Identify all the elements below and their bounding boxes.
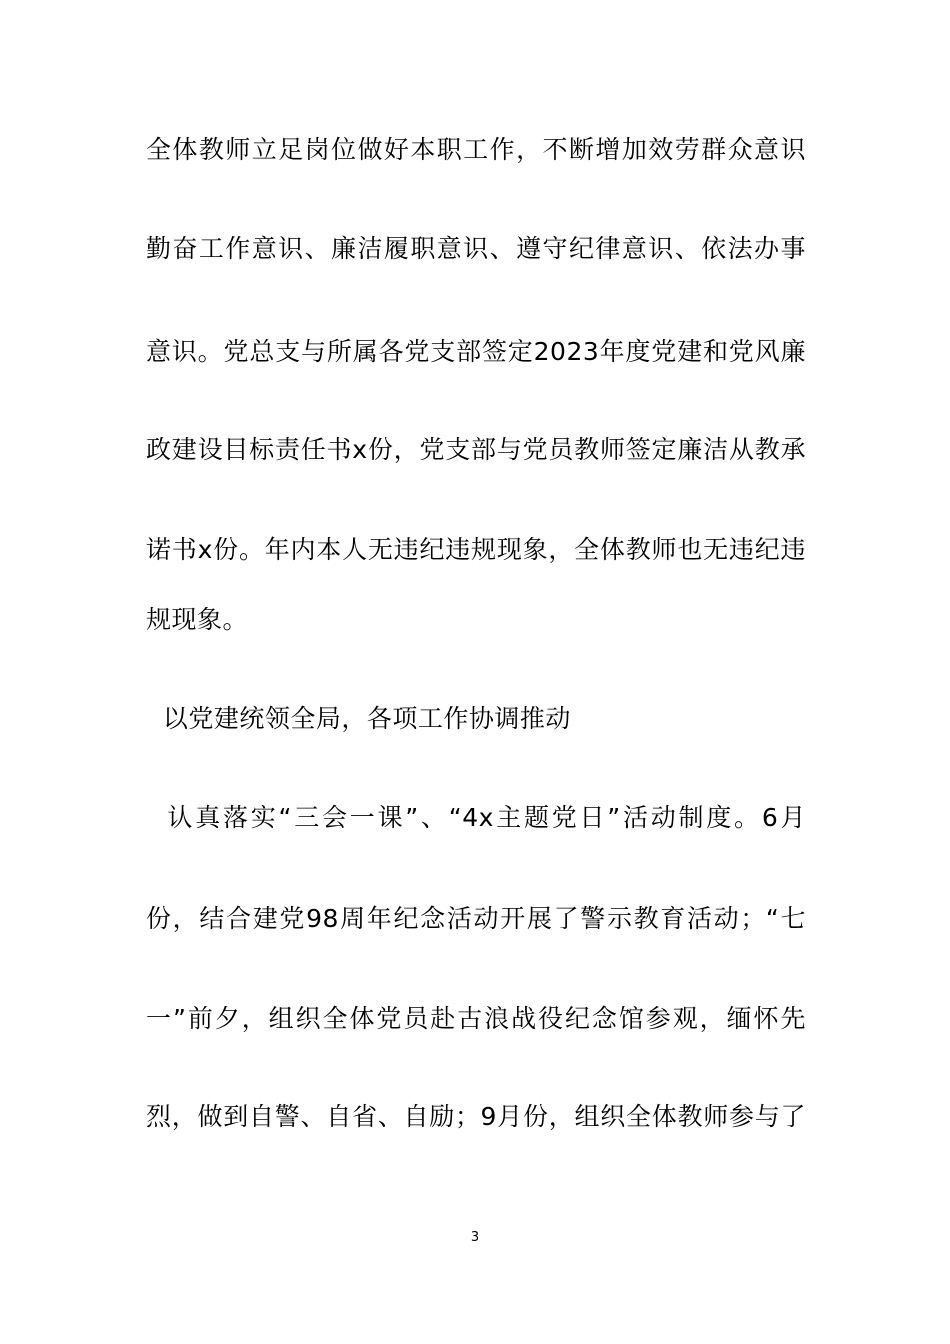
- text-line-2: 勤奋工作意识、廉洁履职意识、遵守纪律意识、依法办事: [146, 234, 806, 263]
- page-number: 3: [470, 1230, 480, 1245]
- text-line-1: 全体教师立足岗位做好本职工作，不断增加效劳群众意识: [146, 135, 806, 164]
- text-line-11: 烈，做到自警、自省、自励；9月份，组织全体教师参与了: [146, 1102, 806, 1131]
- text-line-4: 政建设目标责任书x份，党支部与党员教师签定廉洁从教承: [146, 435, 806, 464]
- text-line-9: 份，结合建党98周年纪念活动开展了警示教育活动；“七: [146, 904, 806, 933]
- text-line-6: 规现象。: [146, 605, 249, 634]
- text-line-3: 意识。党总支与所属各党支部签定2023年度党建和党风廉: [146, 337, 806, 366]
- section-heading: 以党建统领全局，各项工作协调推动: [146, 704, 571, 733]
- text-line-8: 认真落实“三会一课”、“4x主题党日”活动制度。6月: [146, 803, 806, 832]
- text-line-5: 诺书x份。年内本人无违纪违规现象，全体教师也无违纪违: [146, 535, 806, 564]
- text-line-10: 一”前夕，组织全体党员赴古浪战役纪念馆参观，缅怀先: [146, 1004, 806, 1033]
